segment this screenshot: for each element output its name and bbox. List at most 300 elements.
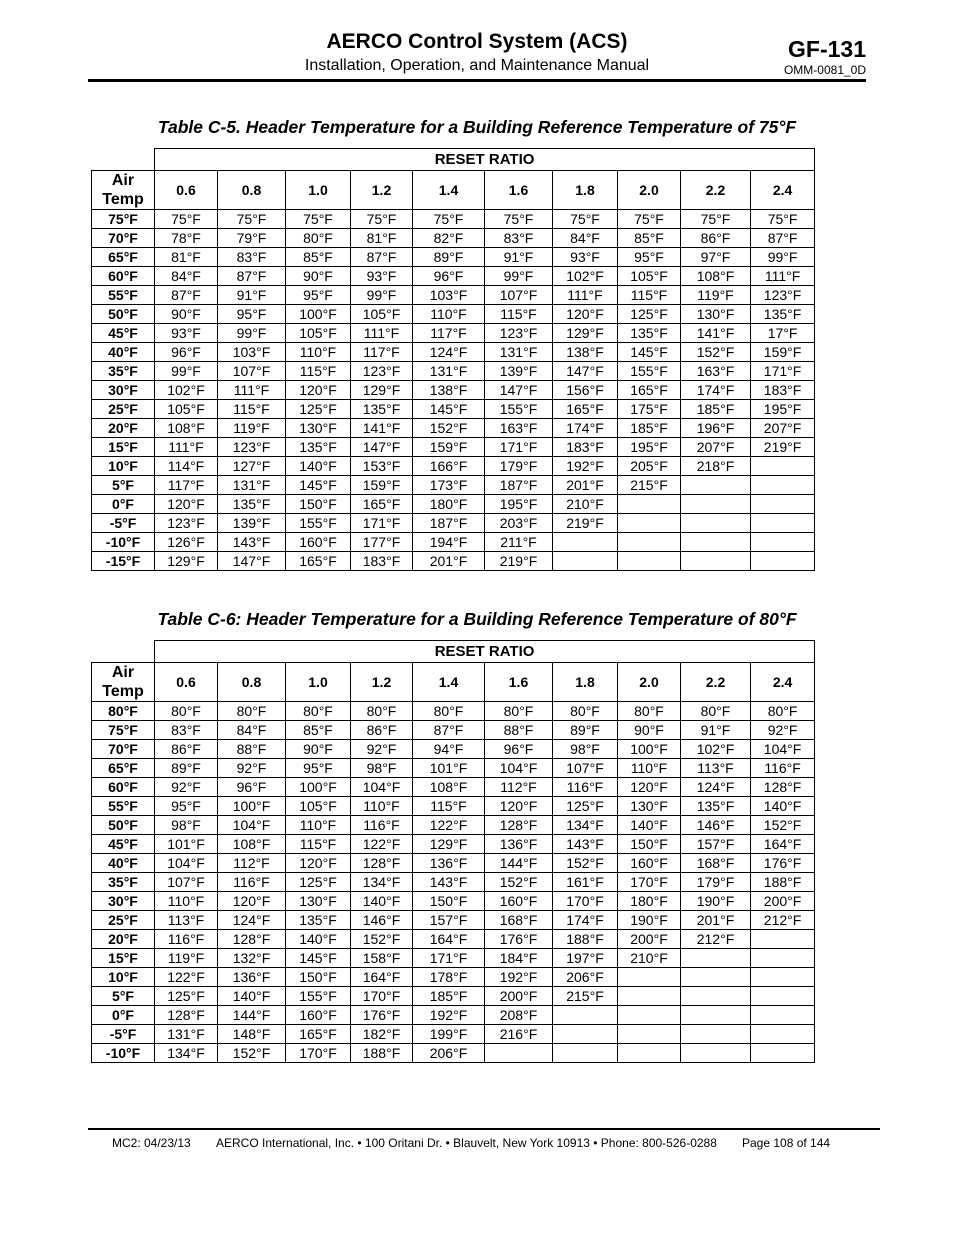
header-temp-cell: 170°F [351,987,413,1006]
header-temp-cell: 129°F [155,552,218,571]
header-temp-cell: 174°F [681,381,751,400]
header-temp-cell: 113°F [155,911,218,930]
header-temp-cell: 103°F [413,286,485,305]
header-temp-cell: 170°F [553,892,618,911]
document-title: AERCO Control System (ACS) [326,30,628,53]
air-temp-cell: 30°F [92,381,155,400]
header-temp-cell: 93°F [553,248,618,267]
header-temp-cell: 116°F [751,759,815,778]
header-temp-cell: 192°F [553,457,618,476]
header-temp-cell: 120°F [553,305,618,324]
header-temp-cell [751,949,815,968]
document-code: GF-131 [788,36,866,62]
header-temp-cell: 92°F [218,759,286,778]
air-temp-cell: 10°F [92,457,155,476]
table-row [92,381,815,400]
header-temp-cell: 164°F [751,835,815,854]
table-row [92,286,815,305]
header-temp-cell: 98°F [351,759,413,778]
header-temp-cell: 190°F [681,892,751,911]
header-temp-cell: 219°F [751,438,815,457]
header-temp-cell: 165°F [351,495,413,514]
header-temp-cell: 91°F [485,248,553,267]
air-temp-header: Air Temp [92,663,155,702]
header-temp-cell: 92°F [751,721,815,740]
header-temp-cell: 144°F [485,854,553,873]
header-temp-cell: 203°F [485,514,553,533]
header-temp-cell: 75°F [681,210,751,229]
air-temp-cell: 75°F [92,210,155,229]
header-temp-cell: 80°F [618,702,681,721]
table-row [92,835,815,854]
header-temp-cell: 174°F [553,911,618,930]
header-temp-cell: 93°F [351,267,413,286]
header-temp-cell: 143°F [553,835,618,854]
reset-ratio-column-header: 2.0 [618,171,681,210]
header-temp-cell: 110°F [286,816,351,835]
header-temp-cell: 150°F [286,495,351,514]
header-temp-cell [751,930,815,949]
reset-ratio-column-header: 1.4 [413,663,485,702]
header-temp-cell: 134°F [351,873,413,892]
air-temp-cell: 65°F [92,248,155,267]
table-row [92,702,815,721]
air-temp-cell: 70°F [92,740,155,759]
header-temp-cell [751,552,815,571]
header-temp-cell: 112°F [485,778,553,797]
header-temp-cell: 113°F [681,759,751,778]
header-temp-cell: 173°F [413,476,485,495]
header-temp-cell: 80°F [351,702,413,721]
header-temp-cell: 131°F [218,476,286,495]
header-temp-cell: 115°F [286,362,351,381]
header-temp-cell: 135°F [286,911,351,930]
header-temp-cell: 138°F [553,343,618,362]
header-temp-cell: 195°F [485,495,553,514]
table-row [92,1006,815,1025]
header-temp-cell: 147°F [485,381,553,400]
header-temp-cell: 160°F [485,892,553,911]
header-temp-cell: 86°F [351,721,413,740]
header-temp-cell: 219°F [485,552,553,571]
header-temp-cell [751,987,815,1006]
air-temp-cell: 70°F [92,229,155,248]
air-temp-cell: 25°F [92,911,155,930]
reset-ratio-column-header: 1.2 [351,663,413,702]
header-temp-cell: 147°F [351,438,413,457]
header-temp-cell: 212°F [751,911,815,930]
header-temp-cell [553,533,618,552]
header-temp-cell: 105°F [618,267,681,286]
header-temp-cell: 152°F [751,816,815,835]
air-temp-cell: -5°F [92,1025,155,1044]
header-temp-cell: 115°F [485,305,553,324]
header-temp-cell: 95°F [286,759,351,778]
table-row [92,797,815,816]
header-temp-cell [618,1006,681,1025]
header-temp-cell: 115°F [286,835,351,854]
header-temp-cell: 75°F [618,210,681,229]
header-temp-cell: 143°F [413,873,485,892]
table-row [92,362,815,381]
table-c5 [91,148,815,571]
header-temp-cell: 119°F [681,286,751,305]
header-temp-cell: 123°F [485,324,553,343]
header-temp-cell: 131°F [155,1025,218,1044]
header-temp-cell: 95°F [618,248,681,267]
header-temp-cell: 116°F [155,930,218,949]
header-temp-cell: 130°F [681,305,751,324]
header-temp-cell: 100°F [286,305,351,324]
header-temp-cell: 218°F [681,457,751,476]
header-temp-cell: 184°F [485,949,553,968]
header-temp-cell: 152°F [553,854,618,873]
header-temp-cell: 180°F [413,495,485,514]
header-temp-cell: 111°F [155,438,218,457]
header-temp-cell: 139°F [218,514,286,533]
air-temp-cell: -10°F [92,1044,155,1063]
table-row [92,400,815,419]
header-temp-cell: 207°F [681,438,751,457]
header-temp-cell: 80°F [286,702,351,721]
header-temp-cell: 146°F [351,911,413,930]
header-temp-cell: 185°F [618,419,681,438]
header-temp-cell: 94°F [413,740,485,759]
header-temp-cell: 82°F [413,229,485,248]
header-temp-cell: 111°F [218,381,286,400]
header-temp-cell: 99°F [351,286,413,305]
header-temp-cell: 155°F [618,362,681,381]
header-temp-cell: 128°F [485,816,553,835]
header-temp-cell: 110°F [286,343,351,362]
header-temp-cell [553,552,618,571]
air-temp-cell: 5°F [92,476,155,495]
table-row [92,229,815,248]
header-temp-cell: 84°F [553,229,618,248]
header-temp-cell: 183°F [751,381,815,400]
header-temp-cell: 98°F [155,816,218,835]
header-temp-cell: 153°F [351,457,413,476]
header-temp-cell: 205°F [618,457,681,476]
header-temp-cell: 86°F [155,740,218,759]
header-temp-cell: 89°F [553,721,618,740]
header-temp-cell: 84°F [155,267,218,286]
header-temp-cell: 100°F [618,740,681,759]
header-temp-cell: 105°F [286,324,351,343]
header-temp-cell: 164°F [351,968,413,987]
header-temp-cell: 130°F [286,419,351,438]
header-temp-cell: 160°F [286,533,351,552]
document-number: OMM-0081_0D [783,63,866,77]
header-rule [88,79,866,82]
header-temp-cell [751,1044,815,1063]
header-temp-cell: 129°F [553,324,618,343]
reset-ratio-column-header: 1.2 [351,171,413,210]
reset-ratio-column-header: 0.8 [218,663,286,702]
table-row [92,419,815,438]
header-temp-cell: 124°F [681,778,751,797]
header-temp-cell: 176°F [485,930,553,949]
header-temp-cell [618,552,681,571]
reset-ratio-column-header: 2.2 [681,171,751,210]
header-temp-cell: 135°F [218,495,286,514]
header-temp-cell: 159°F [751,343,815,362]
header-temp-cell: 125°F [618,305,681,324]
header-temp-cell: 110°F [155,892,218,911]
table-row [92,740,815,759]
reset-ratio-column-header: 0.6 [155,171,218,210]
header-temp-cell: 207°F [751,419,815,438]
table-row [92,438,815,457]
header-temp-cell: 99°F [485,267,553,286]
header-temp-cell: 141°F [681,324,751,343]
header-temp-cell: 134°F [155,1044,218,1063]
header-temp-cell: 136°F [485,835,553,854]
header-temp-cell: 122°F [413,816,485,835]
header-temp-cell: 158°F [351,949,413,968]
header-temp-cell: 105°F [286,797,351,816]
table-row [92,514,815,533]
header-temp-cell: 120°F [155,495,218,514]
header-temp-cell: 196°F [681,419,751,438]
header-temp-cell: 85°F [286,248,351,267]
header-temp-cell [751,495,815,514]
header-temp-cell [553,1006,618,1025]
table-row [92,816,815,835]
header-temp-cell: 130°F [286,892,351,911]
reset-ratio-column-header: 1.8 [553,663,618,702]
header-temp-cell: 105°F [351,305,413,324]
header-temp-cell: 116°F [553,778,618,797]
header-temp-cell: 188°F [751,873,815,892]
header-temp-cell: 93°F [155,324,218,343]
header-temp-cell: 17°F [751,324,815,343]
table-c6 [91,640,815,1063]
table-row [92,854,815,873]
header-temp-cell: 119°F [155,949,218,968]
table-row [92,343,815,362]
header-temp-cell: 148°F [218,1025,286,1044]
header-temp-cell: 192°F [485,968,553,987]
header-temp-cell: 128°F [155,1006,218,1025]
table-c6-caption: Table C-6: Header Temperature for a Building Reference Temperature of 80°F [157,609,797,629]
air-temp-cell: 75°F [92,721,155,740]
table-row [92,873,815,892]
footer-rule [88,1128,880,1130]
header-temp-cell: 75°F [218,210,286,229]
header-temp-cell: 215°F [618,476,681,495]
header-temp-cell: 128°F [751,778,815,797]
table-row [92,248,815,267]
header-temp-cell: 120°F [618,778,681,797]
header-temp-cell: 177°F [351,533,413,552]
header-temp-cell: 111°F [553,286,618,305]
header-temp-cell: 90°F [618,721,681,740]
header-temp-cell: 152°F [485,873,553,892]
header-temp-cell: 146°F [681,816,751,835]
header-temp-cell: 212°F [681,930,751,949]
reset-ratio-column-header: 1.6 [485,663,553,702]
reset-ratio-column-header: 1.0 [286,171,351,210]
header-temp-cell: 99°F [218,324,286,343]
header-temp-cell: 112°F [218,854,286,873]
header-temp-cell: 140°F [618,816,681,835]
header-temp-cell: 99°F [751,248,815,267]
header-temp-cell: 163°F [485,419,553,438]
header-temp-cell: 152°F [681,343,751,362]
header-temp-cell: 160°F [618,854,681,873]
header-temp-cell: 96°F [413,267,485,286]
header-temp-cell: 87°F [751,229,815,248]
header-temp-cell: 128°F [218,930,286,949]
header-temp-cell: 84°F [218,721,286,740]
header-temp-cell: 122°F [155,968,218,987]
air-temp-cell: 10°F [92,968,155,987]
header-temp-cell: 88°F [218,740,286,759]
table-group-header-row [92,149,815,171]
air-temp-cell: 25°F [92,400,155,419]
header-temp-cell: 219°F [553,514,618,533]
table-row [92,911,815,930]
table-row [92,759,815,778]
header-temp-cell: 117°F [155,476,218,495]
air-temp-cell: 20°F [92,930,155,949]
table-row [92,457,815,476]
header-temp-cell: 128°F [351,854,413,873]
header-temp-cell: 171°F [413,949,485,968]
header-temp-cell: 83°F [485,229,553,248]
header-temp-cell: 150°F [618,835,681,854]
header-temp-cell: 117°F [413,324,485,343]
header-temp-cell: 141°F [351,419,413,438]
header-temp-cell: 152°F [218,1044,286,1063]
header-temp-cell: 187°F [485,476,553,495]
header-temp-cell: 179°F [485,457,553,476]
document-subtitle: Installation, Operation, and Maintenance Manual [304,57,650,74]
header-temp-cell: 125°F [286,873,351,892]
header-temp-cell: 125°F [553,797,618,816]
header-temp-cell: 117°F [351,343,413,362]
table-row [92,721,815,740]
table-row [92,949,815,968]
header-temp-cell: 75°F [351,210,413,229]
table-c5-caption: Table C-5. Header Temperature for a Building Reference Temperature of 75°F [157,117,797,137]
header-temp-cell: 188°F [351,1044,413,1063]
header-temp-cell: 215°F [553,987,618,1006]
header-temp-cell [618,533,681,552]
header-temp-cell: 152°F [351,930,413,949]
header-temp-cell: 116°F [351,816,413,835]
header-temp-cell: 120°F [286,381,351,400]
header-temp-cell: 78°F [155,229,218,248]
header-temp-cell: 164°F [413,930,485,949]
header-temp-cell: 135°F [681,797,751,816]
header-temp-cell [618,514,681,533]
header-temp-cell: 143°F [218,533,286,552]
header-temp-cell [681,1006,751,1025]
air-temp-cell: 55°F [92,797,155,816]
reset-ratio-header: RESET RATIO [155,641,815,663]
header-temp-cell: 96°F [485,740,553,759]
air-temp-cell: 60°F [92,778,155,797]
header-temp-cell: 174°F [553,419,618,438]
header-temp-cell: 124°F [218,911,286,930]
header-temp-cell: 200°F [485,987,553,1006]
header-temp-cell: 139°F [485,362,553,381]
header-temp-cell: 201°F [553,476,618,495]
air-temp-cell: 80°F [92,702,155,721]
header-temp-cell: 104°F [351,778,413,797]
header-temp-cell: 108°F [681,267,751,286]
header-temp-cell: 136°F [413,854,485,873]
header-temp-cell: 104°F [751,740,815,759]
header-temp-cell: 90°F [155,305,218,324]
air-temp-cell: 35°F [92,873,155,892]
header-temp-cell: 102°F [553,267,618,286]
header-temp-cell: 182°F [351,1025,413,1044]
header-temp-cell: 135°F [286,438,351,457]
table-row [92,305,815,324]
header-temp-cell: 120°F [286,854,351,873]
header-temp-cell: 75°F [413,210,485,229]
header-temp-cell [751,457,815,476]
header-temp-cell: 171°F [751,362,815,381]
header-temp-cell [618,987,681,1006]
header-temp-cell: 107°F [553,759,618,778]
header-temp-cell: 95°F [286,286,351,305]
header-temp-cell: 197°F [553,949,618,968]
header-temp-cell: 171°F [485,438,553,457]
header-temp-cell: 216°F [485,1025,553,1044]
air-temp-cell: 45°F [92,835,155,854]
header-temp-cell: 171°F [351,514,413,533]
header-temp-cell: 85°F [286,721,351,740]
header-temp-cell [681,495,751,514]
reset-ratio-column-header: 1.6 [485,171,553,210]
header-temp-cell: 150°F [286,968,351,987]
header-temp-cell: 103°F [218,343,286,362]
header-temp-cell: 161°F [553,873,618,892]
header-temp-cell: 114°F [155,457,218,476]
header-temp-cell: 127°F [218,457,286,476]
table-row [92,324,815,343]
header-temp-cell: 195°F [751,400,815,419]
header-temp-cell: 123°F [218,438,286,457]
header-temp-cell: 123°F [155,514,218,533]
header-temp-cell: 88°F [485,721,553,740]
air-temp-cell: 30°F [92,892,155,911]
header-temp-cell: 95°F [218,305,286,324]
header-temp-cell: 150°F [413,892,485,911]
air-temp-cell: 35°F [92,362,155,381]
header-temp-cell: 185°F [681,400,751,419]
table-row [92,968,815,987]
header-temp-cell: 165°F [286,1025,351,1044]
table-column-header-row [92,663,815,702]
header-temp-cell: 159°F [413,438,485,457]
header-temp-cell: 80°F [751,702,815,721]
header-temp-cell: 110°F [351,797,413,816]
table-row [92,552,815,571]
header-temp-cell: 111°F [351,324,413,343]
header-temp-cell: 199°F [413,1025,485,1044]
header-temp-cell: 155°F [286,514,351,533]
header-temp-cell: 163°F [681,362,751,381]
header-temp-cell: 108°F [413,778,485,797]
header-temp-cell: 110°F [618,759,681,778]
reset-ratio-column-header: 0.6 [155,663,218,702]
header-temp-cell: 135°F [351,400,413,419]
